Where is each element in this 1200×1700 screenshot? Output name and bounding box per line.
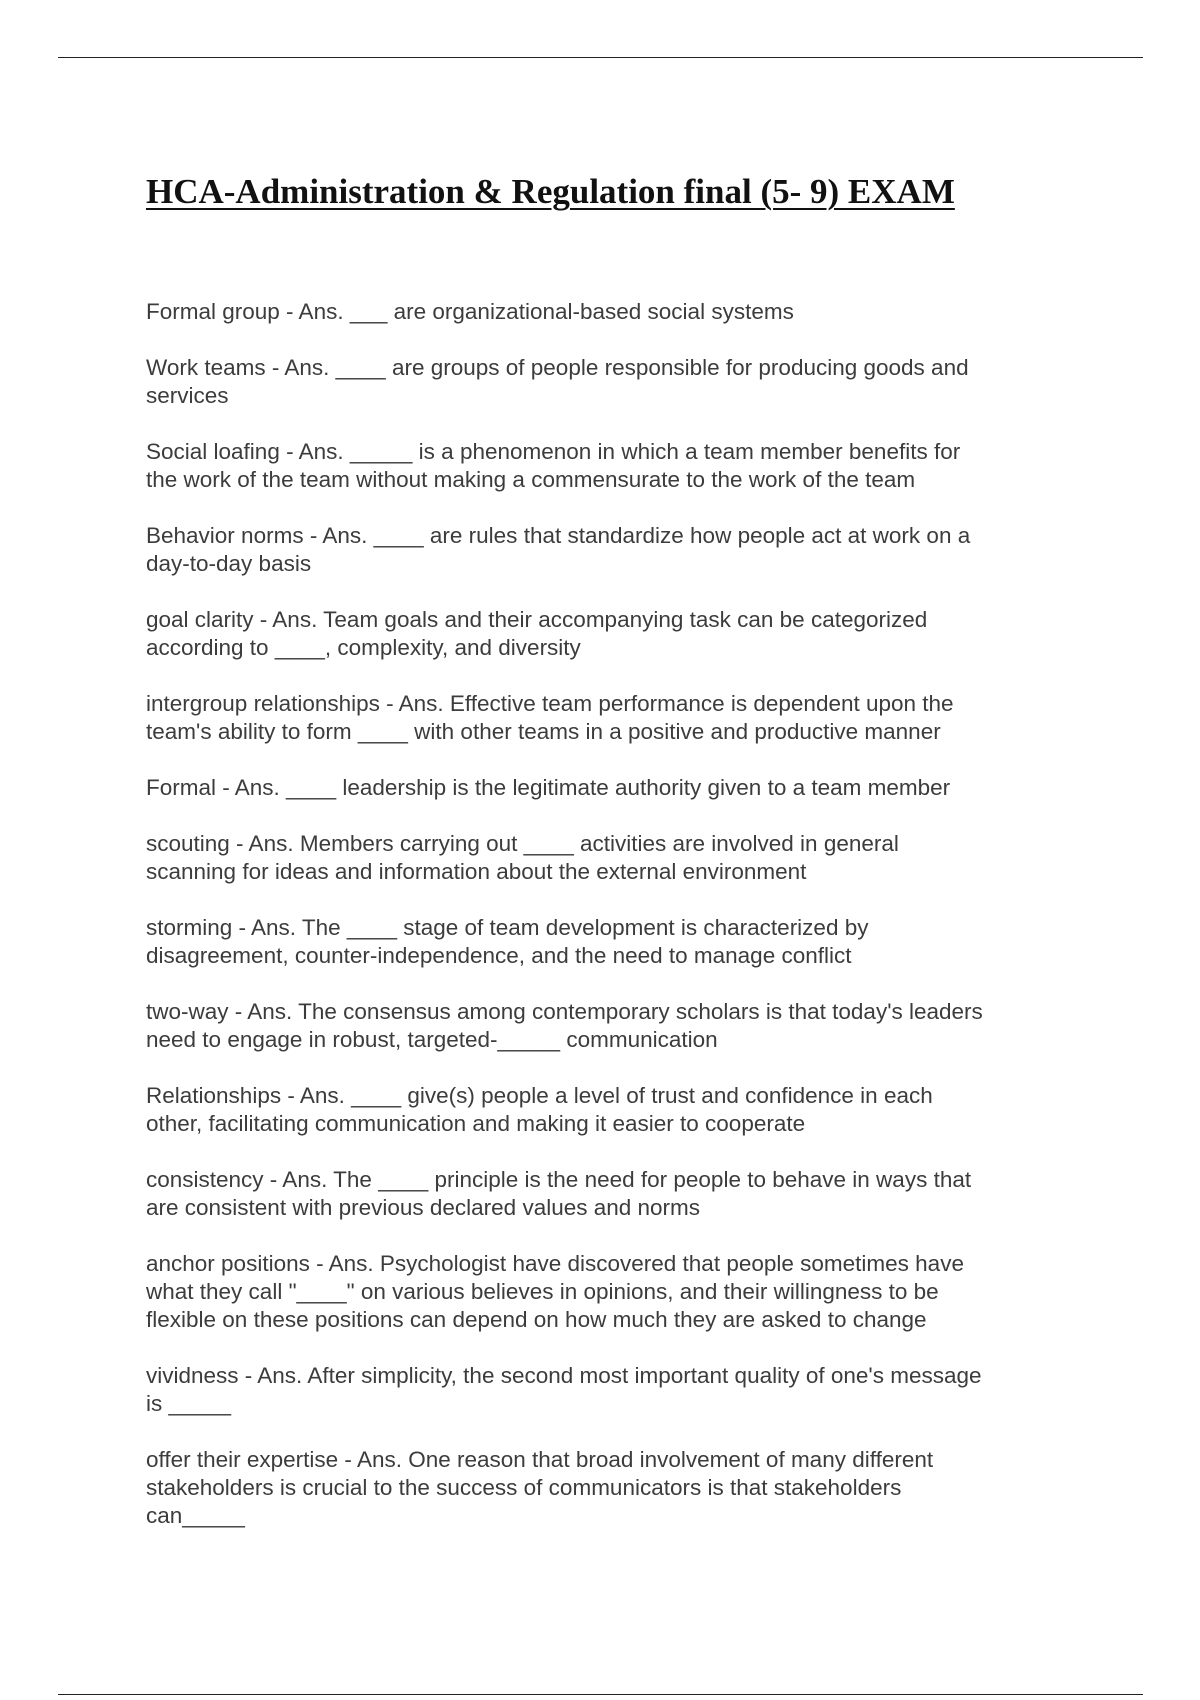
item-text-line: two-way - Ans. The consensus among contemporary scholars is that today's leaders <box>146 999 983 1024</box>
list-item <box>146 1362 1046 1418</box>
item-text-line: team's ability to form ____ with other teams in a positive and productive manner <box>146 719 941 744</box>
item-text-line: Behavior norms - Ans. ____ are rules that standardize how people act at work on a <box>146 523 971 548</box>
page-title: HCA-Administration & Regulation final (5- 9) EXAM <box>146 172 955 211</box>
bottom-rule <box>58 1694 1143 1695</box>
item-text-line: according to ____, complexity, and diversity <box>146 635 581 660</box>
list-item <box>146 298 1046 326</box>
item-text-line: what they call "____" on various believes in opinions, and their willingness to be <box>146 1279 939 1304</box>
item-text-line: services <box>146 383 229 408</box>
list-item <box>146 606 1046 662</box>
list-item <box>146 690 1046 746</box>
list-item <box>146 914 1046 970</box>
top-rule <box>58 57 1143 58</box>
item-text-line: Work teams - Ans. ____ are groups of people responsible for producing goods and <box>146 355 969 380</box>
item-text-line: Relationships - Ans. ____ give(s) people a level of trust and confidence in each <box>146 1083 933 1108</box>
item-text-line: need to engage in robust, targeted-_____ communication <box>146 1027 718 1052</box>
list-item <box>146 998 1046 1054</box>
item-text-line: day-to-day basis <box>146 551 312 576</box>
item-text-line: anchor positions - Ans. Psychologist have discovered that people sometimes have <box>146 1251 964 1276</box>
item-text-line: stakeholders is crucial to the success of communicators is that stakeholders <box>146 1475 902 1500</box>
item-text-line: storming - Ans. The ____ stage of team development is characterized by <box>146 915 869 940</box>
list-item <box>146 1446 1046 1530</box>
item-text-line: vividness - Ans. After simplicity, the second most important quality of one's message <box>146 1363 982 1388</box>
list-item <box>146 830 1046 886</box>
list-item <box>146 438 1046 494</box>
item-text-line: scanning for ideas and information about the external environment <box>146 859 807 884</box>
list-item <box>146 1166 1046 1222</box>
list-item <box>146 774 1046 802</box>
list-item <box>146 1082 1046 1138</box>
item-text-line: consistency - Ans. The ____ principle is the need for people to behave in ways that <box>146 1167 972 1192</box>
item-text-line: the work of the team without making a commensurate to the work of the team <box>146 467 916 492</box>
list-item <box>146 354 1046 410</box>
list-item <box>146 1250 1046 1334</box>
item-text-line: is _____ <box>146 1391 232 1416</box>
item-text-line: other, facilitating communication and making it easier to cooperate <box>146 1111 806 1136</box>
item-text-line: Formal - Ans. ____ leadership is the legitimate authority given to a team member <box>146 775 951 800</box>
item-text-line: flexible on these positions can depend on how much they are asked to change <box>146 1307 927 1332</box>
item-text-line: disagreement, counter-independence, and the need to manage conflict <box>146 943 852 968</box>
item-text-line: intergroup relationships - Ans. Effective team performance is dependent upon the <box>146 691 954 716</box>
item-text-line: are consistent with previous declared values and norms <box>146 1195 701 1220</box>
item-text-line: scouting - Ans. Members carrying out ____ activities are involved in general <box>146 831 899 856</box>
list-item <box>146 522 1046 578</box>
item-text-line: can_____ <box>146 1503 245 1528</box>
qa-list <box>146 298 1046 1558</box>
item-text-line: Social loafing - Ans. _____ is a phenomenon in which a team member benefits for <box>146 439 961 464</box>
item-text-line: Formal group - Ans. ___ are organizational-based social systems <box>146 299 794 324</box>
item-text-line: goal clarity - Ans. Team goals and their accompanying task can be categorized <box>146 607 928 632</box>
item-text-line: offer their expertise - Ans. One reason that broad involvement of many different <box>146 1447 934 1472</box>
